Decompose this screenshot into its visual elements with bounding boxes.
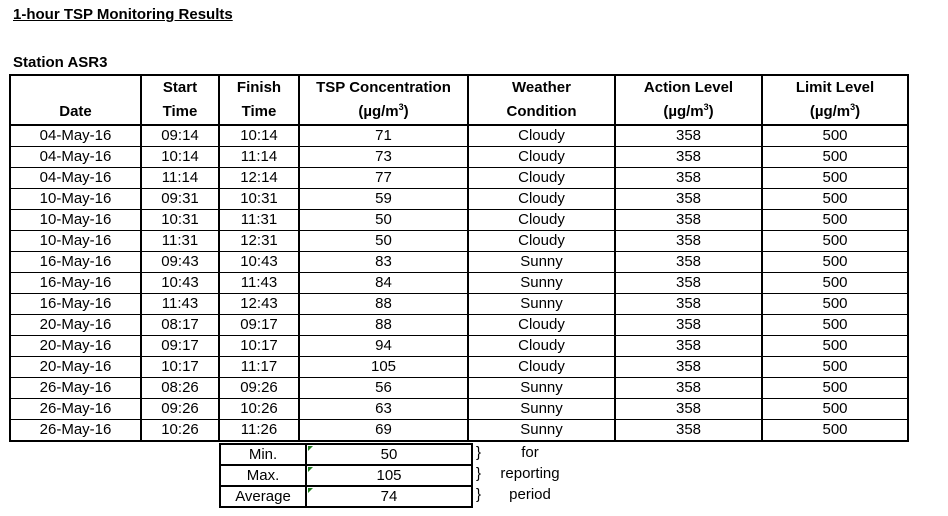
weather-cell: Sunny — [468, 273, 615, 294]
table-row — [10, 210, 908, 231]
unit-close: ) — [855, 103, 861, 120]
table-body — [10, 125, 908, 441]
table-row — [10, 231, 908, 252]
limit-level-cell: 500 — [762, 147, 908, 168]
weather-cell: Sunny — [468, 294, 615, 315]
start-time-cell: 10:26 — [141, 420, 219, 442]
finish-time-cell: 11:31 — [219, 210, 299, 231]
weather-cell: Cloudy — [468, 125, 615, 147]
limit-level-cell: 500 — [762, 357, 908, 378]
start-time-cell: 11:43 — [141, 294, 219, 315]
summary-label: Max. — [220, 465, 306, 486]
action-level-cell: 358 — [615, 315, 762, 336]
table-row — [10, 147, 908, 168]
summary-brace: } — [476, 486, 482, 503]
header-date: Date — [10, 100, 141, 125]
date-cell: 10-May-16 — [10, 231, 141, 252]
summary-value: 50 — [306, 444, 472, 465]
action-level-cell: 358 — [615, 378, 762, 399]
finish-time-cell: 09:17 — [219, 315, 299, 336]
header-tsp-unit — [299, 100, 468, 125]
results-table — [9, 74, 909, 442]
header-weather-top: Weather — [468, 75, 615, 100]
unit-superscript: 3 — [398, 102, 404, 112]
tsp-cell: 88 — [299, 294, 468, 315]
table-row — [10, 252, 908, 273]
date-cell: 20-May-16 — [10, 336, 141, 357]
unit-close: ) — [403, 103, 409, 120]
limit-level-cell: 500 — [762, 315, 908, 336]
date-cell: 10-May-16 — [10, 189, 141, 210]
tsp-cell: 84 — [299, 273, 468, 294]
header-finish-time: Time — [219, 100, 299, 125]
limit-level-cell: 500 — [762, 125, 908, 147]
tsp-cell: 83 — [299, 252, 468, 273]
date-cell: 04-May-16 — [10, 125, 141, 147]
date-cell: 04-May-16 — [10, 168, 141, 189]
start-time-cell: 08:17 — [141, 315, 219, 336]
start-time-cell: 08:26 — [141, 378, 219, 399]
header-action-top: Action Level — [615, 75, 762, 100]
weather-cell: Cloudy — [468, 315, 615, 336]
header-weather-condition: Condition — [468, 100, 615, 125]
date-cell: 10-May-16 — [10, 210, 141, 231]
finish-time-cell: 09:26 — [219, 378, 299, 399]
weather-cell: Cloudy — [468, 336, 615, 357]
summary-note: for — [521, 444, 539, 461]
action-level-cell: 358 — [615, 189, 762, 210]
start-time-cell: 10:17 — [141, 357, 219, 378]
action-level-cell: 358 — [615, 273, 762, 294]
table-row — [10, 168, 908, 189]
tsp-cell: 69 — [299, 420, 468, 442]
start-time-cell: 10:31 — [141, 210, 219, 231]
table-row — [10, 189, 908, 210]
weather-cell: Cloudy — [468, 189, 615, 210]
table-row — [10, 294, 908, 315]
header-limit-unit — [762, 100, 908, 125]
limit-level-cell: 500 — [762, 189, 908, 210]
action-level-cell: 358 — [615, 147, 762, 168]
tsp-cell: 71 — [299, 125, 468, 147]
finish-time-cell: 10:26 — [219, 399, 299, 420]
date-cell: 20-May-16 — [10, 315, 141, 336]
unit-close: ) — [708, 103, 714, 120]
limit-level-cell: 500 — [762, 210, 908, 231]
action-level-cell: 358 — [615, 336, 762, 357]
weather-cell: Sunny — [468, 378, 615, 399]
weather-cell: Cloudy — [468, 210, 615, 231]
start-time-cell: 10:43 — [141, 273, 219, 294]
header-start-top: Start — [141, 75, 219, 100]
summary-body — [220, 444, 472, 507]
tsp-cell: 50 — [299, 231, 468, 252]
summary-label: Min. — [220, 444, 306, 465]
tsp-cell: 105 — [299, 357, 468, 378]
tsp-cell: 77 — [299, 168, 468, 189]
table-row — [10, 378, 908, 399]
unit-superscript: 3 — [703, 102, 709, 112]
header-date-top — [10, 75, 141, 100]
finish-time-cell: 10:43 — [219, 252, 299, 273]
date-cell: 16-May-16 — [10, 273, 141, 294]
tsp-cell: 73 — [299, 147, 468, 168]
table-row — [10, 315, 908, 336]
action-level-cell: 358 — [615, 168, 762, 189]
finish-time-cell: 11:17 — [219, 357, 299, 378]
table-row — [10, 125, 908, 147]
unit-text: (µg/m — [663, 103, 704, 120]
start-time-cell: 09:31 — [141, 189, 219, 210]
start-time-cell: 11:31 — [141, 231, 219, 252]
action-level-cell: 358 — [615, 252, 762, 273]
action-level-cell: 358 — [615, 294, 762, 315]
unit-text: (µg/m — [809, 103, 851, 120]
table-row — [10, 336, 908, 357]
summary-label: Average — [220, 486, 306, 507]
summary-row — [220, 486, 472, 507]
limit-level-cell: 500 — [762, 336, 908, 357]
weather-cell: Cloudy — [468, 168, 615, 189]
weather-cell: Cloudy — [468, 231, 615, 252]
header-tsp-top: TSP Concentration — [299, 75, 468, 100]
start-time-cell: 09:17 — [141, 336, 219, 357]
finish-time-cell: 11:26 — [219, 420, 299, 442]
tsp-cell: 50 — [299, 210, 468, 231]
action-level-cell: 358 — [615, 357, 762, 378]
summary-brace: } — [476, 444, 482, 461]
summary-brace: } — [476, 465, 482, 482]
finish-time-cell: 12:31 — [219, 231, 299, 252]
weather-cell: Sunny — [468, 399, 615, 420]
finish-time-cell: 12:14 — [219, 168, 299, 189]
weather-cell: Sunny — [468, 252, 615, 273]
header-action-unit — [615, 100, 762, 125]
table-row — [10, 357, 908, 378]
finish-time-cell: 11:43 — [219, 273, 299, 294]
start-time-cell: 09:43 — [141, 252, 219, 273]
header-row-2 — [10, 100, 908, 125]
action-level-cell: 358 — [615, 399, 762, 420]
start-time-cell: 10:14 — [141, 147, 219, 168]
limit-level-cell: 500 — [762, 420, 908, 442]
finish-time-cell: 10:14 — [219, 125, 299, 147]
tsp-cell: 94 — [299, 336, 468, 357]
table-row — [10, 399, 908, 420]
summary-row — [220, 444, 472, 465]
summary-table — [219, 443, 473, 508]
weather-cell: Cloudy — [468, 147, 615, 168]
limit-level-cell: 500 — [762, 168, 908, 189]
summary-note: reporting — [500, 465, 560, 482]
header-finish-top: Finish — [219, 75, 299, 100]
start-time-cell: 11:14 — [141, 168, 219, 189]
limit-level-cell: 500 — [762, 231, 908, 252]
action-level-cell: 358 — [615, 125, 762, 147]
limit-level-cell: 500 — [762, 294, 908, 315]
tsp-cell: 88 — [299, 315, 468, 336]
weather-cell: Cloudy — [468, 357, 615, 378]
unit-text: (µg/m — [358, 103, 399, 120]
finish-time-cell: 10:31 — [219, 189, 299, 210]
page-title: 1-hour TSP Monitoring Results — [13, 6, 233, 23]
date-cell: 20-May-16 — [10, 357, 141, 378]
limit-level-cell: 500 — [762, 252, 908, 273]
station-label: Station ASR3 — [13, 54, 108, 71]
header-limit-top: Limit Level — [762, 75, 908, 100]
tsp-cell: 63 — [299, 399, 468, 420]
limit-level-cell: 500 — [762, 273, 908, 294]
date-cell: 26-May-16 — [10, 399, 141, 420]
finish-time-cell: 11:14 — [219, 147, 299, 168]
table-row — [10, 420, 908, 442]
date-cell: 04-May-16 — [10, 147, 141, 168]
summary-row — [220, 465, 472, 486]
action-level-cell: 358 — [615, 231, 762, 252]
date-cell: 26-May-16 — [10, 378, 141, 399]
start-time-cell: 09:26 — [141, 399, 219, 420]
start-time-cell: 09:14 — [141, 125, 219, 147]
action-level-cell: 358 — [615, 210, 762, 231]
summary-note: period — [509, 486, 551, 503]
tsp-cell: 59 — [299, 189, 468, 210]
table-row — [10, 273, 908, 294]
finish-time-cell: 12:43 — [219, 294, 299, 315]
tsp-cell: 56 — [299, 378, 468, 399]
summary-value: 74 — [306, 486, 472, 507]
date-cell: 16-May-16 — [10, 252, 141, 273]
summary-value: 105 — [306, 465, 472, 486]
weather-cell: Sunny — [468, 420, 615, 442]
date-cell: 26-May-16 — [10, 420, 141, 442]
action-level-cell: 358 — [615, 420, 762, 442]
limit-level-cell: 500 — [762, 378, 908, 399]
finish-time-cell: 10:17 — [219, 336, 299, 357]
date-cell: 16-May-16 — [10, 294, 141, 315]
unit-superscript: 3 — [850, 102, 856, 112]
header-start-time: Time — [141, 100, 219, 125]
header-row-1 — [10, 75, 908, 100]
limit-level-cell: 500 — [762, 399, 908, 420]
